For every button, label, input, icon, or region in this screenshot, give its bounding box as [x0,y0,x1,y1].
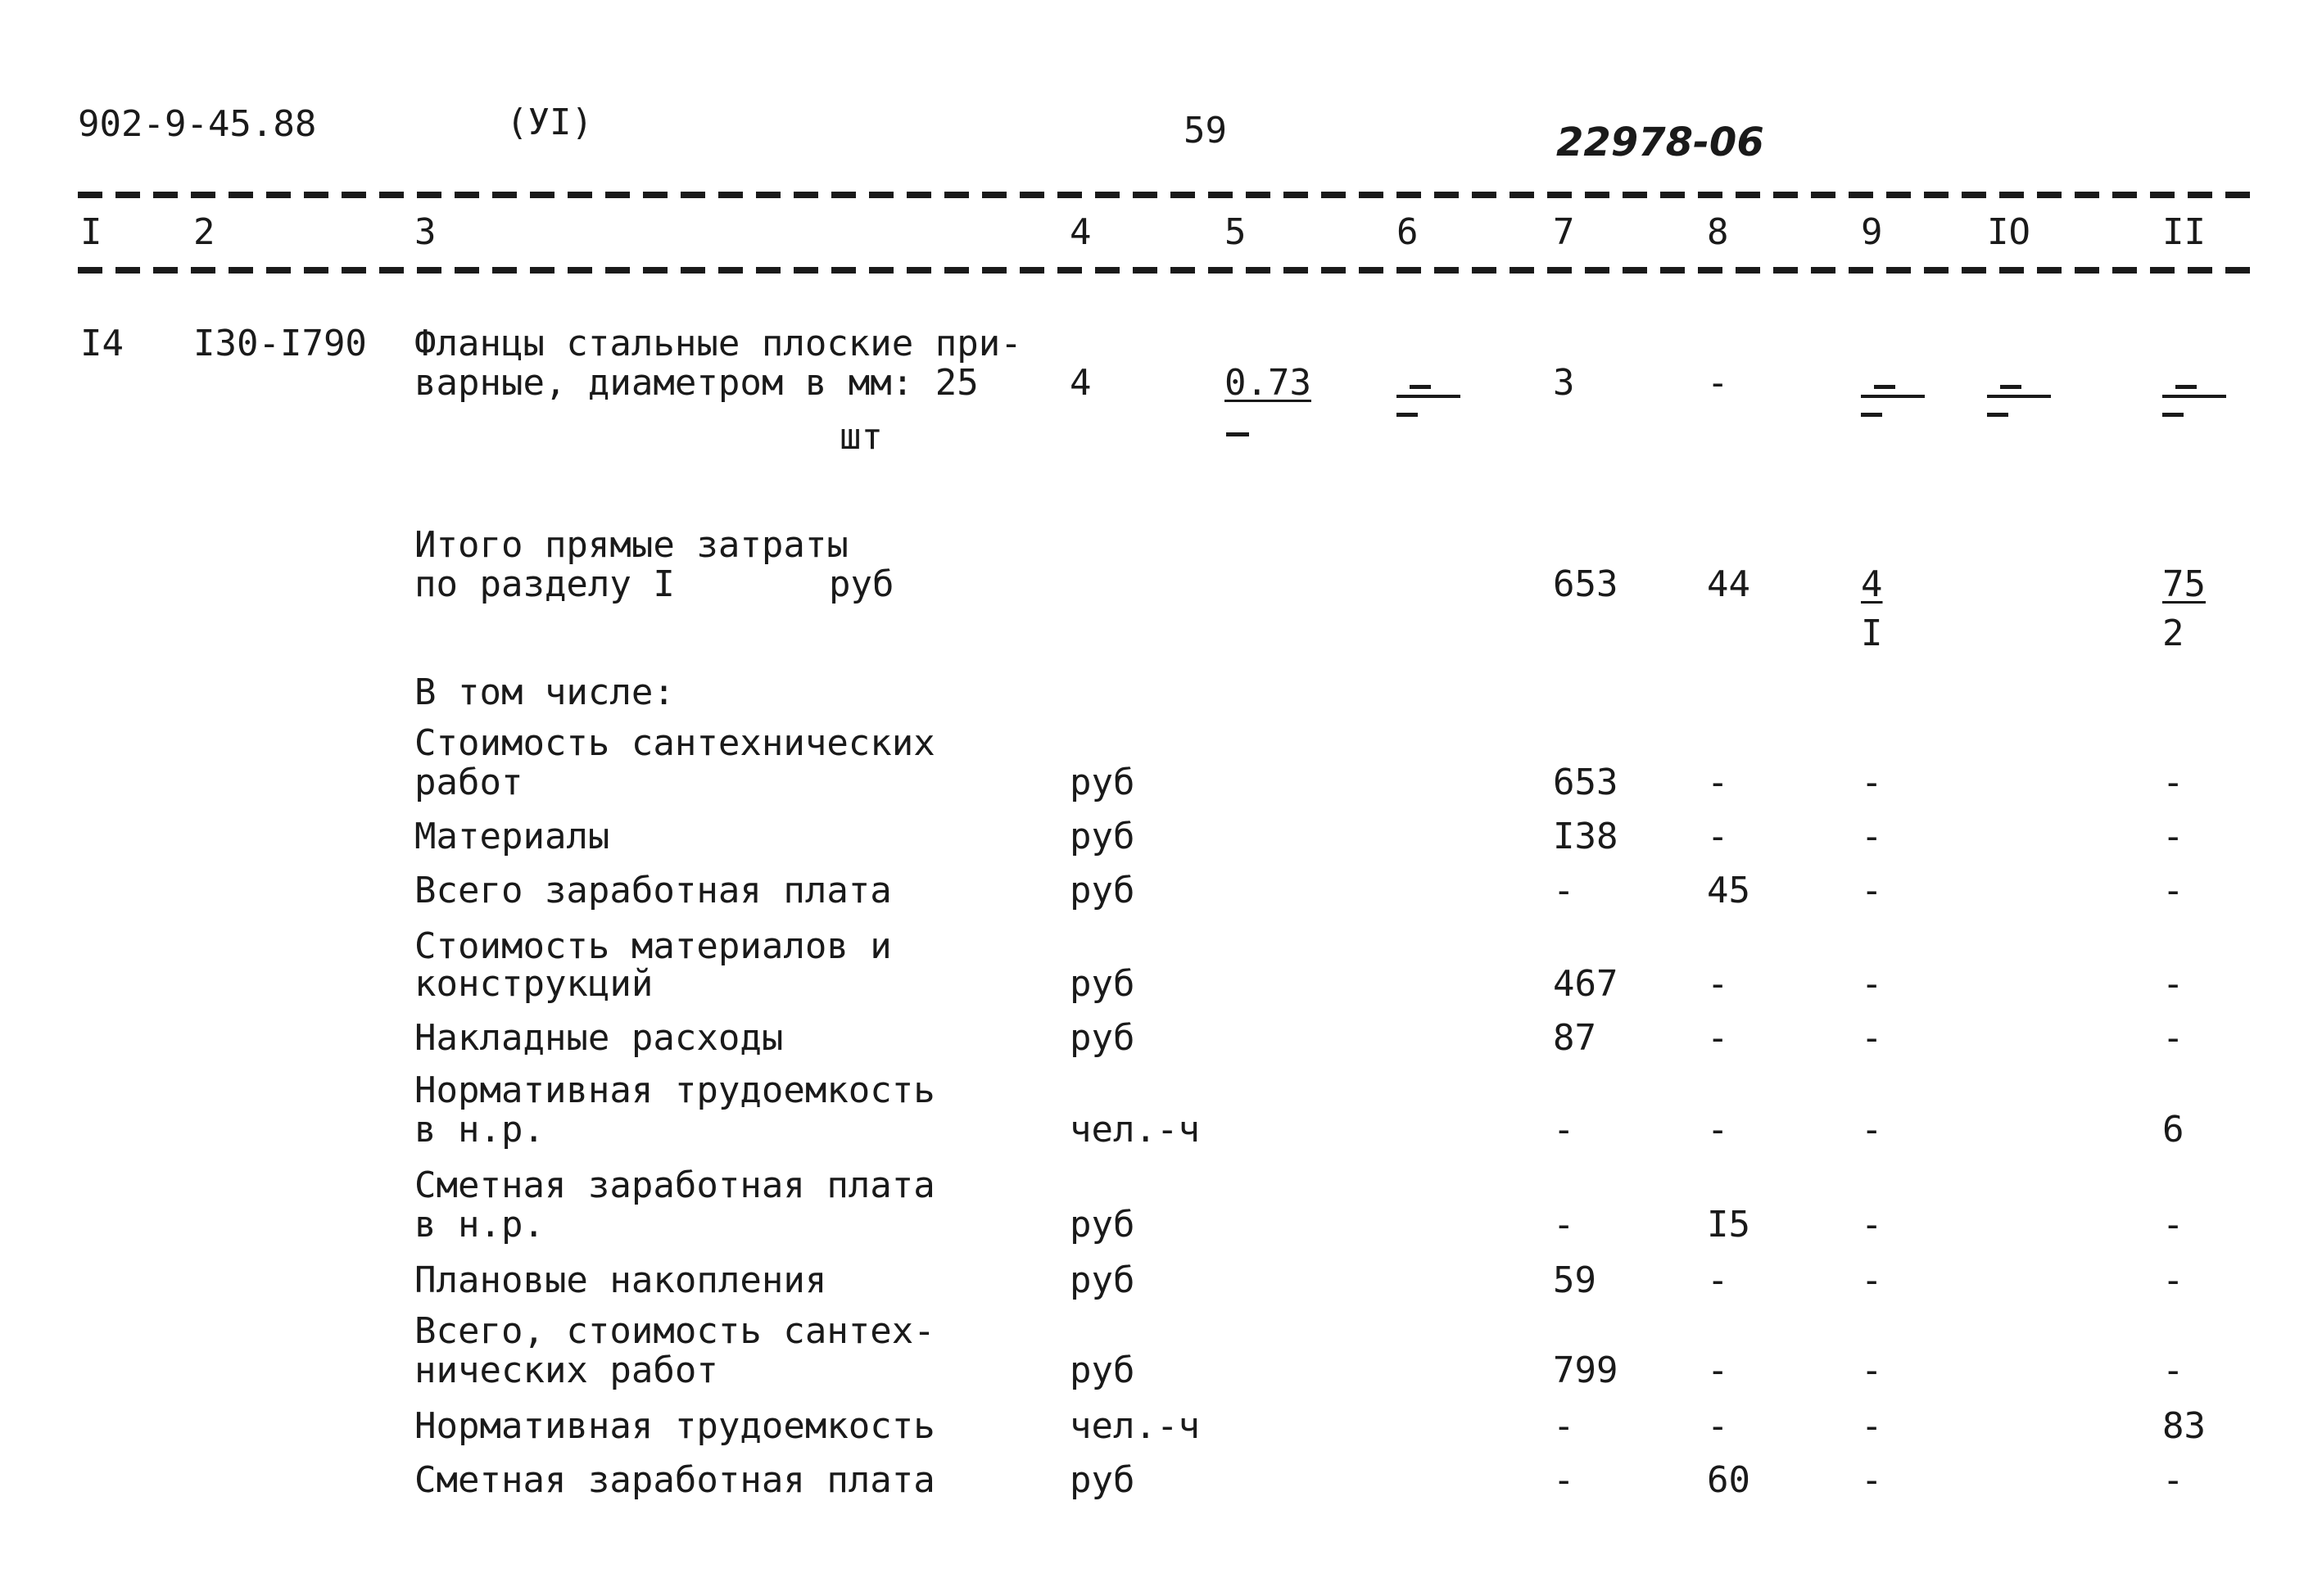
row-col7: 59 [1553,1259,1596,1301]
row-col11: - [2162,1204,2184,1246]
row-col7: 653 [1553,762,1618,803]
row-label: нических работ [414,1350,718,1391]
row-label: Сметная заработная плата [414,1459,935,1501]
row-col8: - [1707,762,1729,803]
row-col8: - [1707,1350,1729,1391]
row-col11: 6 [2162,1109,2184,1151]
col-header: 9 [1861,211,1883,253]
row-col8: 60 [1707,1459,1750,1501]
row-col7: - [1553,1459,1575,1501]
row-col8: - [1707,1017,1729,1059]
row-col11: 83 [2162,1405,2206,1447]
total-label: по разделу I [414,563,675,605]
item-col5-dash [1226,414,1249,450]
total-col11-top [2162,563,2206,605]
row-col8: - [1707,963,1729,1005]
item-col7: 3 [1553,362,1575,404]
row-unit: руб [1070,1259,1135,1301]
total-col8: 44 [1707,563,1750,605]
item-col4: 4 [1070,362,1092,404]
row-col7: - [1553,1405,1575,1447]
row-label: Всего, стоимость сантех- [414,1310,935,1352]
ditto-mark-col10 [1987,395,2051,418]
item-number: I4 [80,323,124,364]
col-header: 8 [1707,211,1729,253]
total-unit: руб [829,563,894,605]
row-col9: - [1861,1459,1883,1501]
item-description: Фланцы стальные плоские при- [414,323,1022,364]
col-header: 4 [1070,211,1092,253]
ditto-mark-col9 [1861,395,1925,418]
ditto-mark-col6 [1396,395,1460,418]
col-header: II [2162,211,2206,253]
row-col11: - [2162,1350,2184,1391]
row-col8: I5 [1707,1204,1750,1246]
row-label: Нормативная трудоемкость [414,1405,935,1447]
stamp-number: 22978-06 [1556,120,1764,165]
row-col8: - [1707,1259,1729,1301]
row-unit: руб [1070,1350,1135,1391]
row-col7: - [1553,870,1575,911]
row-col9: - [1861,1017,1883,1059]
item-unit: шт [840,416,883,458]
total-label: Итого прямые затраты [414,524,849,566]
top-dashed-rule [78,192,2252,198]
row-col9: - [1861,816,1883,857]
row-unit: чел.-ч [1070,1109,1200,1151]
total-col11-value: 75 [2162,563,2206,605]
col-header: IO [1987,211,2030,253]
row-label: Материалы [414,816,610,857]
col-header: 3 [414,211,437,253]
row-label: конструкций [414,963,654,1005]
row-unit: руб [1070,963,1135,1005]
row-label: Сметная заработная плата [414,1164,935,1206]
item-col5-value: 0.73 [1224,362,1311,404]
row-col7: 799 [1553,1350,1618,1391]
row-col9: - [1861,1405,1883,1447]
dash-mark [1226,432,1249,436]
row-label: Накладные расходы [414,1017,784,1059]
col-header: 2 [193,211,215,253]
col-header: 6 [1396,211,1419,253]
item-col5 [1224,362,1311,404]
row-col11: - [2162,1017,2184,1059]
row-col8: - [1707,1109,1729,1151]
row-col9: - [1861,1350,1883,1391]
row-col7: - [1553,1204,1575,1246]
total-col9-bottom: I [1861,613,1883,654]
col-header: 7 [1553,211,1575,253]
row-col9: - [1861,963,1883,1005]
total-col9-top [1861,563,1883,605]
row-col11: - [2162,816,2184,857]
row-col9: - [1861,1259,1883,1301]
row-label: Стоимость материалов и [414,925,892,967]
item-description: варные, диаметром в мм: 25 [414,362,979,404]
ditto-mark-col11 [2162,395,2226,418]
row-col11: - [2162,963,2184,1005]
row-label: в н.р. [414,1109,545,1151]
row-col7: 87 [1553,1017,1596,1059]
row-unit: руб [1070,1017,1135,1059]
row-label: Нормативная трудоемкость [414,1069,935,1111]
row-col11: - [2162,762,2184,803]
bottom-dashed-rule [78,267,2252,274]
row-col7: - [1553,1109,1575,1151]
col-header: 5 [1224,211,1247,253]
page-number: 59 [1184,110,1227,151]
row-col7: 467 [1553,963,1618,1005]
col-header: I [80,211,102,253]
row-col11: - [2162,870,2184,911]
total-col7: 653 [1553,563,1618,605]
total-col11-bottom: 2 [2162,613,2184,654]
row-label: в н.р. [414,1204,545,1246]
item-col8: - [1707,362,1729,404]
row-col8: 45 [1707,870,1750,911]
row-unit: руб [1070,1204,1135,1246]
row-unit: руб [1070,870,1135,911]
row-unit: руб [1070,816,1135,857]
row-label: Всего заработная плата [414,870,892,911]
row-col11: - [2162,1259,2184,1301]
row-col9: - [1861,1109,1883,1151]
section-label: (УI) [506,102,593,143]
row-col9: - [1861,762,1883,803]
row-col11: - [2162,1459,2184,1501]
row-col8: - [1707,1405,1729,1447]
including-label: В том числе: [414,671,675,713]
row-unit: руб [1070,1459,1135,1501]
doc-code: 902-9-45.88 [78,103,317,145]
row-label: Стоимость сантехнических [414,722,935,764]
row-label: Плановые накопления [414,1259,827,1301]
row-label: работ [414,762,523,803]
total-col9-value: 4 [1861,563,1883,605]
row-unit: руб [1070,762,1135,803]
item-code: I30-I790 [193,323,367,364]
row-col9: - [1861,1204,1883,1246]
row-col9: - [1861,870,1883,911]
row-col8: - [1707,816,1729,857]
row-col7: I38 [1553,816,1618,857]
row-unit: чел.-ч [1070,1405,1200,1447]
